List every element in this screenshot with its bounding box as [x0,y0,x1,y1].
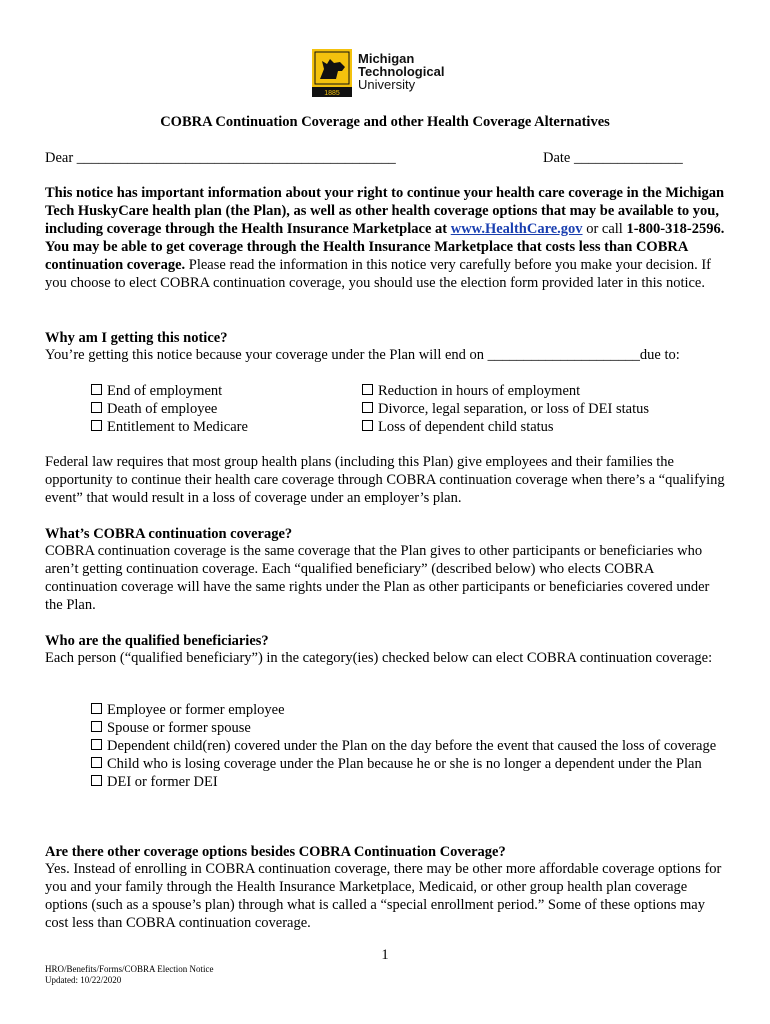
checkbox[interactable] [362,384,373,395]
option-child-losing-coverage[interactable] [91,755,721,773]
healthcare-gov-link[interactable]: www.HealthCare.gov [450,221,583,237]
option-loss-dependent-status[interactable] [362,418,649,436]
footer [45,964,214,986]
option-entitlement-medicare[interactable] [91,418,248,436]
checkbox[interactable] [91,402,102,413]
why-right-options [362,382,649,436]
option-label: Loss of dependent child status [378,419,554,435]
option-label: Death of employee [107,401,218,417]
page-title: COBRA Continuation Coverage and other Health Coverage Alternatives [160,114,610,130]
why-left-options [91,382,248,436]
option-spouse[interactable] [91,719,721,737]
option-label: Spouse or former spouse [107,720,251,736]
federal-law-paragraph: Federal law requires that most group health plans (including this Plan) give employees and their families the opportunity to continue their health care coverage through COBRA continuation coverage when there’s a “qualifying event” that would result in a loss of coverage under an employer’s plan. [45,454,725,506]
option-end-of-employment[interactable] [91,382,248,400]
intro-plain-1: or call [582,221,627,237]
why-text: You’re getting this notice because your coverage under the Plan will end on _____________________due to: [45,347,680,363]
option-divorce[interactable] [362,400,649,418]
phone-number: 1-800-318-2596 [626,221,721,237]
option-employee[interactable] [91,701,721,719]
option-dependent-children[interactable] [91,737,721,755]
intro-plain-2: Please read the information in this notice very carefully before you make your decision. If you choose to elect COBRA continuation coverage, you should use the election form provided later in this notice. [45,257,712,291]
checkbox[interactable] [362,420,373,431]
logo-wordmark [358,52,444,91]
logo-line-1: Michigan [358,51,415,66]
checkbox[interactable] [91,757,102,768]
option-label: Employee or former employee [107,702,285,718]
footer-line-1: HRO/Benefits/Forms/COBRA Election Notice [45,964,214,974]
option-label: Child who is losing coverage under the Plan because he or she is no longer a dependent under the Plan [107,756,702,772]
option-label: Entitlement to Medicare [107,419,248,435]
option-reduction-hours[interactable] [362,382,649,400]
intro-bold-1: This notice has important information about your right to continue your health care coverage in the Michigan Tech HuskyCare health plan (the Plan), as well as other health coverage options that may be available to you, including coverage through the Health Insurance Marketplace at [45,185,725,237]
option-label: Dependent child(ren) covered under the Plan on the day before the event that caused the loss of coverage [107,738,717,754]
option-death-of-employee[interactable] [91,400,248,418]
checkbox[interactable] [362,402,373,413]
checkbox[interactable] [91,775,102,786]
option-dei[interactable] [91,773,721,791]
option-label: DEI or former DEI [107,774,218,790]
other-text: Yes. Instead of enrolling in COBRA continuation coverage, there may be other more affordable coverage options for you and your family through the Health Insurance Marketplace, Medicaid, or other group health plan coverage options (such as a spouse’s plan) through what is called a “special enrollment period.” Some of these options may cost less than COBRA continuation coverage. [45,861,722,931]
checkbox[interactable] [91,721,102,732]
checkbox[interactable] [91,703,102,714]
checkbox[interactable] [91,420,102,431]
checkbox[interactable] [91,384,102,395]
logo-line-3: University [358,77,416,92]
what-text: COBRA continuation coverage is the same coverage that the Plan gives to other participants or beneficiaries who aren’t getting continuation coverage. Each “qualified beneficiary” (described below) who elects COBRA continuation coverage will have the same rights under the Plan as other participants or beneficiaries covered under the Plan. [45,543,710,613]
why-heading: Why am I getting this notice? [45,330,228,346]
who-heading: Who are the qualified beneficiaries? [45,633,269,649]
page-number: 1 [381,947,389,963]
husky-logo-icon [312,49,352,97]
logo-year: 1885 [324,90,340,97]
date-field[interactable]: Date _______________ [543,150,683,166]
who-text: Each person (“qualified beneficiary”) in the category(ies) checked below can elect COBRA continuation coverage: [45,650,713,666]
option-label: End of employment [107,383,223,399]
logo-line-2: Technological [358,64,445,79]
checkbox[interactable] [91,739,102,750]
option-label: Reduction in hours of employment [378,383,581,399]
option-label: Divorce, legal separation, or loss of DEI status [378,401,649,417]
other-heading: Are there other coverage options besides COBRA Continuation Coverage? [45,844,506,860]
intro-paragraph [45,184,725,292]
what-heading: What’s COBRA continuation coverage? [45,526,293,542]
dear-field[interactable]: Dear ____________________________________________ [45,150,396,166]
university-logo [312,49,462,99]
beneficiary-options [91,701,721,791]
footer-line-2: Updated: 10/22/2020 [45,975,122,985]
salutation-row [45,150,705,167]
intro-bold-2: . You may be able to get coverage through the Health Insurance Marketplace that costs less than COBRA continuation coverage. [45,221,725,273]
